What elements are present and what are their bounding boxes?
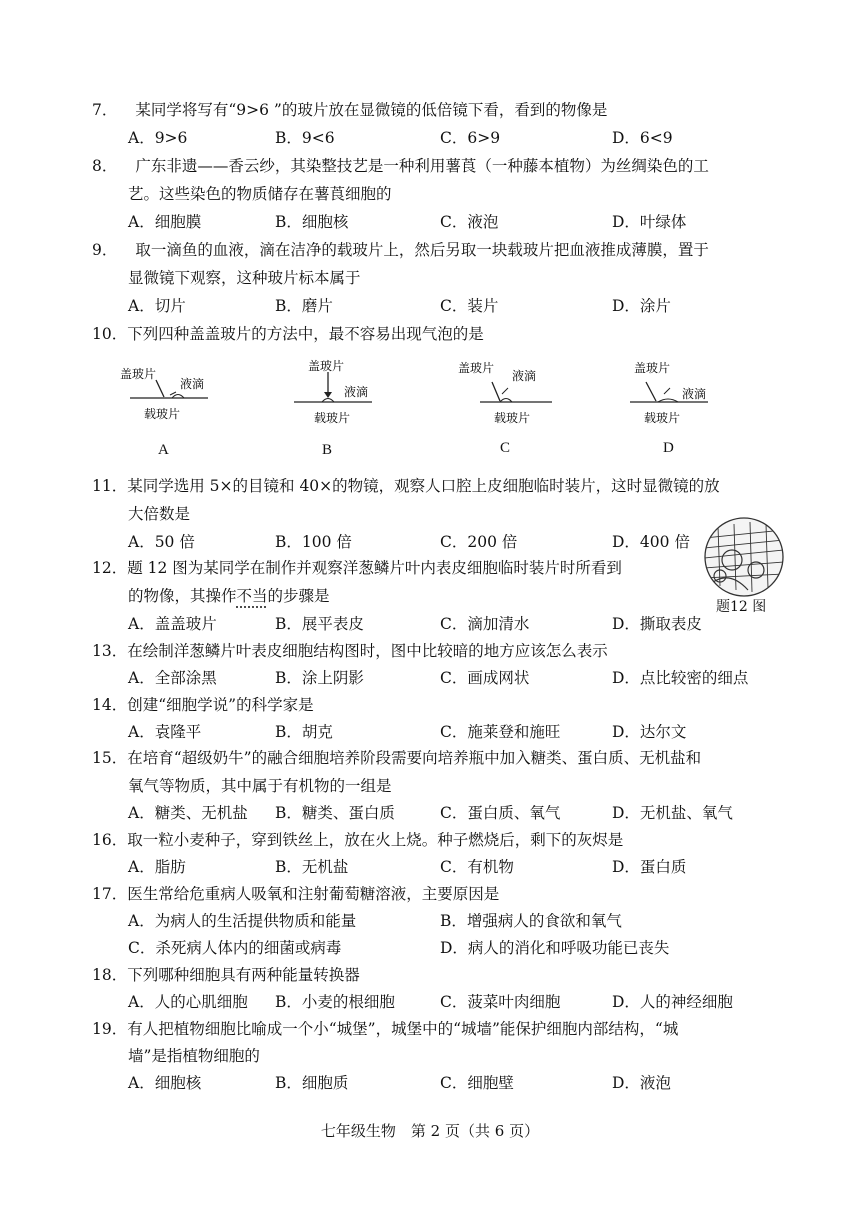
question-stem: 在绘制洋葱鳞片叶表皮细胞结构图时，图中比较暗的地方应该怎么表示 <box>127 642 608 660</box>
option-b[interactable]: B．展平表皮 <box>275 615 364 633</box>
option-c[interactable]: C．6>9 <box>440 129 501 147</box>
slide-label: 载玻片 <box>144 407 181 421</box>
cover-label: 盖玻片 <box>634 361 671 375</box>
figure-d-label[interactable]: D <box>663 440 674 456</box>
question-9 <box>92 238 709 260</box>
option-a[interactable]: A．糖类、无机盐 <box>128 804 248 822</box>
question-stem-line1: 广东非遗——香云纱，其染整技艺是一种利用薯莨（一种藤本植物）为丝绸染色的工 <box>135 157 709 175</box>
question-7 <box>92 98 607 120</box>
option-b[interactable]: B．细胞核 <box>275 213 349 231</box>
option-c[interactable]: C．杀死病人体内的细菌或病毒 <box>128 939 342 957</box>
option-d[interactable]: D．蛋白质 <box>612 858 687 876</box>
option-c[interactable]: C．滴加清水 <box>440 615 530 633</box>
option-a[interactable]: A．人的心肌细胞 <box>128 993 248 1011</box>
option-d[interactable]: D．病人的消化和呼吸功能已丧失 <box>440 939 670 957</box>
question-stem: 取一粒小麦种子，穿到铁丝上，放在火上烧。种子燃烧后，剩下的灰烬是 <box>127 831 624 849</box>
option-d[interactable]: D．涂片 <box>612 297 671 315</box>
option-b[interactable]: B．细胞质 <box>275 1074 349 1092</box>
question-number: 7． <box>92 101 118 119</box>
question-number: 11． <box>92 477 128 495</box>
option-b[interactable]: B．小麦的根细胞 <box>275 993 395 1011</box>
question-number: 17． <box>92 885 128 903</box>
question-14 <box>92 693 314 715</box>
option-a[interactable]: A．为病人的生活提供物质和能量 <box>128 912 357 930</box>
question-stem-line1: 题 12 图为某同学在制作并观察洋葱鳞片叶内表皮细胞临时装片时所看到 <box>127 559 622 577</box>
figure-b-label[interactable]: B <box>322 442 333 458</box>
emphasis-dots: 不当 <box>236 587 268 605</box>
drop-label: 液滴 <box>180 377 205 391</box>
question-stem-line1: 取一滴鱼的血液，滴在洁净的载玻片上，然后另取一块载玻片把血液推成薄膜，置于 <box>135 241 709 259</box>
question-stem-line2: 显微镜下观察，这种玻片标本属于 <box>128 269 361 287</box>
slide-label: 载玻片 <box>314 411 351 425</box>
option-a[interactable]: A．脂肪 <box>128 858 186 876</box>
figure-d-diagram <box>626 358 736 428</box>
question-number: 18． <box>92 966 128 984</box>
cover-label: 盖玻片 <box>120 367 157 381</box>
option-c[interactable]: C．装片 <box>440 297 499 315</box>
option-d[interactable]: D．叶绿体 <box>612 213 687 231</box>
question-number: 15． <box>92 749 128 767</box>
question-stem-line2: 氧气等物质，其中属于有机物的一组是 <box>128 777 392 795</box>
option-c[interactable]: C．施莱登和施旺 <box>440 723 561 741</box>
option-c[interactable]: C．菠菜叶肉细胞 <box>440 993 561 1011</box>
question-13 <box>92 639 608 661</box>
question-number: 9． <box>92 241 118 259</box>
onion-cell-micrograph <box>698 516 790 598</box>
question-19 <box>92 1017 678 1039</box>
figure-c-diagram <box>452 358 562 428</box>
option-d[interactable]: D．6<9 <box>612 129 673 147</box>
figure-a-diagram <box>112 358 222 428</box>
option-a[interactable]: A．50 倍 <box>128 533 195 551</box>
figure-b-diagram <box>290 358 400 428</box>
option-d[interactable]: D．无机盐、氧气 <box>612 804 733 822</box>
drop-label: 液滴 <box>512 369 537 383</box>
option-c[interactable]: C．有机物 <box>440 858 514 876</box>
question-stem: 医生常给危重病人吸氧和注射葡萄糖溶液，主要原因是 <box>127 885 500 903</box>
option-a[interactable]: A．盖盖玻片 <box>128 615 217 633</box>
question-stem-line2: 墙”是指植物细胞的 <box>128 1047 260 1065</box>
option-c[interactable]: C．细胞壁 <box>440 1074 514 1092</box>
option-d[interactable]: D．液泡 <box>612 1074 671 1092</box>
question-stem: 下列四种盖盖玻片的方法中，最不容易出现气泡的是 <box>127 325 484 343</box>
question-stem-line2: 大倍数是 <box>128 505 191 523</box>
question-16 <box>92 828 623 850</box>
option-b[interactable]: B．无机盐 <box>275 858 349 876</box>
slide-label: 载玻片 <box>494 411 531 425</box>
option-a[interactable]: A．全部涂黑 <box>128 669 217 687</box>
question-12 <box>92 556 622 578</box>
option-b[interactable]: B．糖类、蛋白质 <box>275 804 395 822</box>
question-number: 19． <box>92 1020 128 1038</box>
option-a[interactable]: A．袁隆平 <box>128 723 202 741</box>
question-11 <box>92 474 720 496</box>
option-a[interactable]: A．细胞膜 <box>128 213 202 231</box>
option-c[interactable]: C．蛋白质、氧气 <box>440 804 561 822</box>
question-number: 8． <box>92 157 118 175</box>
cover-label: 盖玻片 <box>458 361 495 375</box>
question-stem-line1: 某同学选用 5×的目镜和 40×的物镜，观察人口腔上皮细胞临时装片，这时显微镜的放 <box>127 477 720 495</box>
question-number: 12． <box>92 559 128 577</box>
figure-12-caption: 题12 图 <box>716 599 767 615</box>
question-number: 13． <box>92 642 128 660</box>
option-b[interactable]: B．涂上阴影 <box>275 669 364 687</box>
option-b[interactable]: B．磨片 <box>275 297 333 315</box>
option-a[interactable]: A．切片 <box>128 297 186 315</box>
option-c[interactable]: C．200 倍 <box>440 533 518 551</box>
option-b[interactable]: B．胡克 <box>275 723 333 741</box>
question-number: 10． <box>92 325 128 343</box>
option-a[interactable]: A．细胞核 <box>128 1074 202 1092</box>
figure-c-label[interactable]: C <box>500 440 511 456</box>
question-10 <box>92 322 484 344</box>
cover-label: 盖玻片 <box>308 359 345 373</box>
question-stem-line2: 的物像，其操作不当的步骤是 <box>128 587 330 605</box>
option-a[interactable]: A．9>6 <box>128 129 188 147</box>
question-stem: 创建“细胞学说”的科学家是 <box>127 696 314 714</box>
option-d[interactable]: D．400 倍 <box>612 533 690 551</box>
option-b[interactable]: B．9<6 <box>275 129 335 147</box>
option-d[interactable]: D．达尔文 <box>612 723 687 741</box>
figure-a-label[interactable]: A <box>158 442 169 458</box>
question-stem-line2: 艺。这些染色的物质储存在薯莨细胞的 <box>128 185 392 203</box>
option-d[interactable]: D．点比较密的细点 <box>612 669 749 687</box>
question-18 <box>92 963 360 985</box>
question-number: 14． <box>92 696 128 714</box>
question-15 <box>92 746 701 768</box>
option-d[interactable]: D．撕取表皮 <box>612 615 702 633</box>
option-d[interactable]: D．人的神经细胞 <box>612 993 733 1011</box>
option-b[interactable]: B．增强病人的食欲和氧气 <box>440 912 622 930</box>
option-c[interactable]: C．液泡 <box>440 213 499 231</box>
question-number: 16． <box>92 831 128 849</box>
drop-label: 液滴 <box>682 387 707 401</box>
question-stem-line1: 有人把植物细胞比喻成一个小“城堡”，城堡中的“城墙”能保护细胞内部结构，“城 <box>127 1020 679 1038</box>
option-b[interactable]: B．100 倍 <box>275 533 352 551</box>
question-stem: 下列哪种细胞具有两种能量转换器 <box>127 966 360 984</box>
page-footer: 七年级生物 第 2 页（共 6 页） <box>320 1122 540 1140</box>
question-8 <box>92 154 709 176</box>
question-stem-line1: 在培育“超级奶牛”的融合细胞培养阶段需要向培养瓶中加入糖类、蛋白质、无机盐和 <box>127 749 702 767</box>
question-stem: 某同学将写有“9>6 ”的玻片放在显微镜的低倍镜下看，看到的物像是 <box>135 101 608 119</box>
slide-label: 载玻片 <box>644 411 681 425</box>
option-c[interactable]: C．画成网状 <box>440 669 530 687</box>
drop-label: 液滴 <box>344 385 369 399</box>
question-17 <box>92 882 499 904</box>
